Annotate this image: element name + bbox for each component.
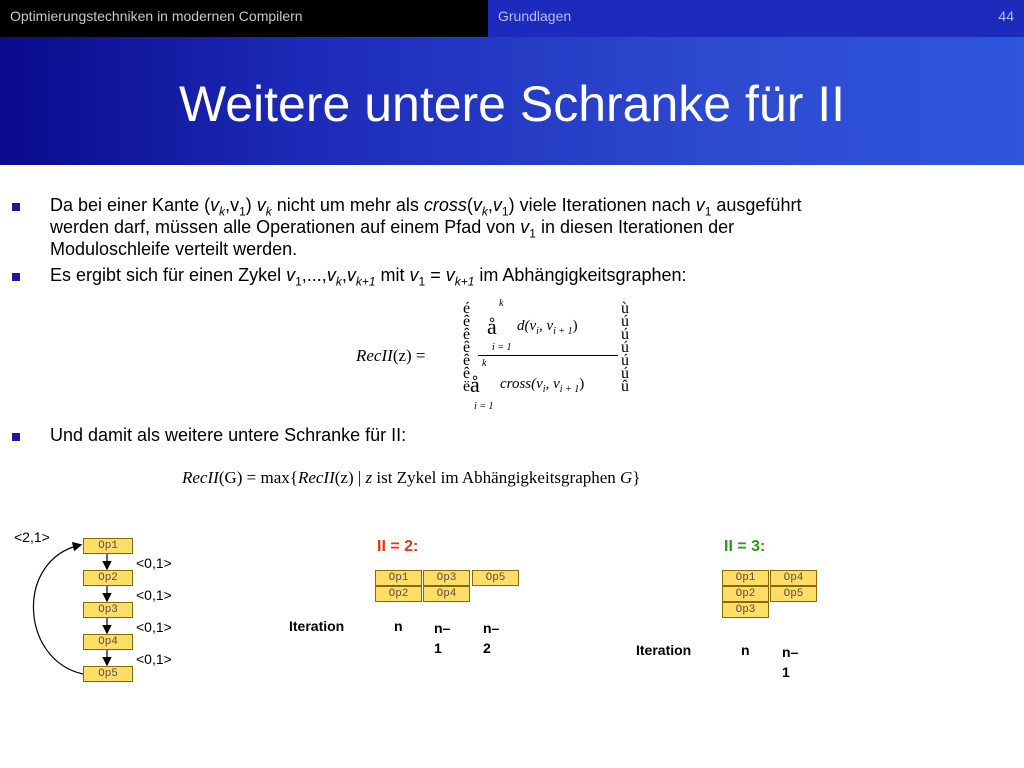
edge-label: <0,1> [136,651,172,667]
d-term: d(v [517,318,537,334]
op-node: Op3 [83,602,133,618]
text-run: in diesen Iterationen der [535,217,735,237]
var-v: v [346,265,356,285]
bracket-piece: ê [463,365,471,382]
comma-v: , v [538,318,554,334]
title-band [0,37,1024,165]
course-title: Optimierungstechniken in modernen Compilern [10,8,303,24]
bracket-piece: ú [621,339,629,356]
text-run: werden darf, müssen alle Operationen auf einem Pfad von [50,217,521,237]
limit-k: k [482,358,487,369]
bullet-2-text [50,264,1010,289]
op-node: Op1 [83,538,133,554]
bullet-1-text [50,194,1010,260]
cross-word: cross [423,195,467,215]
back-edge-5-1 [33,545,83,674]
edge-label: <0,1> [136,619,172,635]
iteration-col: n– 1 [434,620,451,656]
sub-k: k [219,204,226,219]
slot-ii3: Op5 [770,586,817,602]
bullet-marker [12,433,20,441]
slide-title: Weitere untere Schranke für II [178,76,846,132]
text-run: nicht um mehr als [271,195,424,215]
comma-v: , v [545,376,560,392]
var-v: v [492,195,502,215]
paren-close: ) [572,318,578,334]
op-node: Op5 [83,666,133,682]
bracket-piece: ú [621,365,629,382]
iteration-col: n– 1 [782,644,799,680]
sum-top-k-den [482,358,486,369]
sub-k: k [265,204,272,219]
sub-1: 1 [418,274,426,289]
var-v: v [472,195,482,215]
iteration-label: Iteration [636,642,692,658]
sum-symbol-den: å [470,372,480,397]
iteration-col: n [394,618,403,634]
sub-k: k [335,274,342,289]
op-node: Op4 [83,634,133,650]
sub-i: i [536,326,539,337]
bracket-piece: ê [463,313,471,330]
schedule-ii3-label: II = 3: [724,538,766,555]
formula-part: ist Zykel im Abhängigkeitsgraphen [372,468,621,487]
iteration-label: Iteration [289,618,345,634]
recii-arg: (z) = [392,346,426,365]
text-run: im Abhängigkeitsgraphen: [474,265,687,285]
slot-ii2: Op5 [472,570,519,586]
text-run: , [487,195,493,215]
right-bracket [621,302,629,393]
text-run: Moduloschleife verteilt werden. [50,239,298,259]
sum-lower-den [474,401,494,412]
var-v: v [286,265,296,285]
bullet-3-text: Und damit als weitere untere Schranke für II: [50,425,407,445]
formula-part: } [632,468,641,487]
bracket-piece: ú [621,352,629,369]
text-run: mit [375,265,410,285]
recii-symbol: RecII [297,468,335,487]
limit-i: i = 1 [492,342,512,353]
text-run: = [425,265,446,285]
recii-g-formula [182,468,641,488]
text-run: Da bei einer Kante ( [50,195,211,215]
edge-label: <0,1> [136,555,172,571]
text-run: Es ergibt sich für einen Zykel [50,265,287,285]
fraction-line [478,355,618,356]
section-title: Grundlagen [498,8,572,24]
bracket-piece: ë [463,378,471,395]
slot-ii2: Op2 [375,586,422,602]
top-bar [0,0,1024,37]
op-node: Op2 [83,570,133,586]
slot-ii3: Op4 [770,570,817,586]
iteration-col: n [741,642,750,658]
bracket-piece: ê [463,326,471,343]
formula-part: (z) | [334,468,366,487]
formula-part: (G) = max{ [218,468,298,487]
slot-ii3: Op1 [722,570,769,586]
bracket-piece: ú [621,313,629,330]
sum-lower [492,342,512,353]
var-v: v [409,265,419,285]
text-run: ( [466,195,473,215]
slot-ii3: Op2 [722,586,769,602]
var-g: G [620,468,633,487]
page-number: 44 [998,8,1014,24]
bracket-piece: ê [463,339,471,356]
cross-term: cross(v [500,376,543,392]
var-v: v [230,195,240,215]
bracket-piece: û [621,378,629,395]
var-z: z [365,468,373,487]
var-v: v [326,265,336,285]
back-edge-label: <2,1> [14,529,50,545]
recii-z-lhs [356,346,426,366]
bracket-piece: ú [621,326,629,343]
sub-1: 1 [501,204,509,219]
text-run: ) [245,195,257,215]
iteration-col: n– 2 [483,620,500,656]
slot-ii2: Op1 [375,570,422,586]
sub-1: 1 [295,274,302,289]
sum-symbol: å [487,314,497,339]
sub-k: k [481,204,488,219]
edge-label: <0,1> [136,587,172,603]
var-v: v [520,217,530,237]
sub-1: 1 [529,226,536,241]
text-run: , [225,195,231,215]
var-v: v [445,265,455,285]
schedule-ii2-label: II = 2: [377,538,419,555]
text-run: ,..., [301,265,327,285]
sub-i: i [542,384,546,395]
recii-symbol: RecII [356,346,393,365]
bullet-marker [12,203,20,211]
slot-ii2: Op4 [423,586,470,602]
sum-top-k [499,298,503,309]
recii-symbol: RecII [182,468,219,487]
denominator [500,376,584,395]
limit-k: k [499,298,504,309]
bracket-piece: ù [621,300,629,317]
var-v: v [695,195,705,215]
slot-ii2: Op3 [423,570,470,586]
sub-kp1: k+1 [454,274,475,289]
bracket-piece: é [463,300,471,317]
sub-1: 1 [704,204,712,219]
sub-1: 1 [239,204,246,219]
sub-kp1: k+1 [355,274,376,289]
text-run: ausgeführt [711,195,802,215]
bracket-piece: ê [463,352,471,369]
text-run: ) viele Iterationen nach [508,195,696,215]
sub-ip1: i + 1 [553,326,573,337]
numerator [517,318,578,337]
bullet-marker [12,273,20,281]
limit-i: i = 1 [474,401,494,412]
var-v: v [256,195,266,215]
paren-close: ) [579,376,585,392]
text-run: , [341,265,347,285]
var-v: v [210,195,220,215]
slot-ii3: Op3 [722,602,769,618]
sub-ip1: i + 1 [559,384,580,395]
